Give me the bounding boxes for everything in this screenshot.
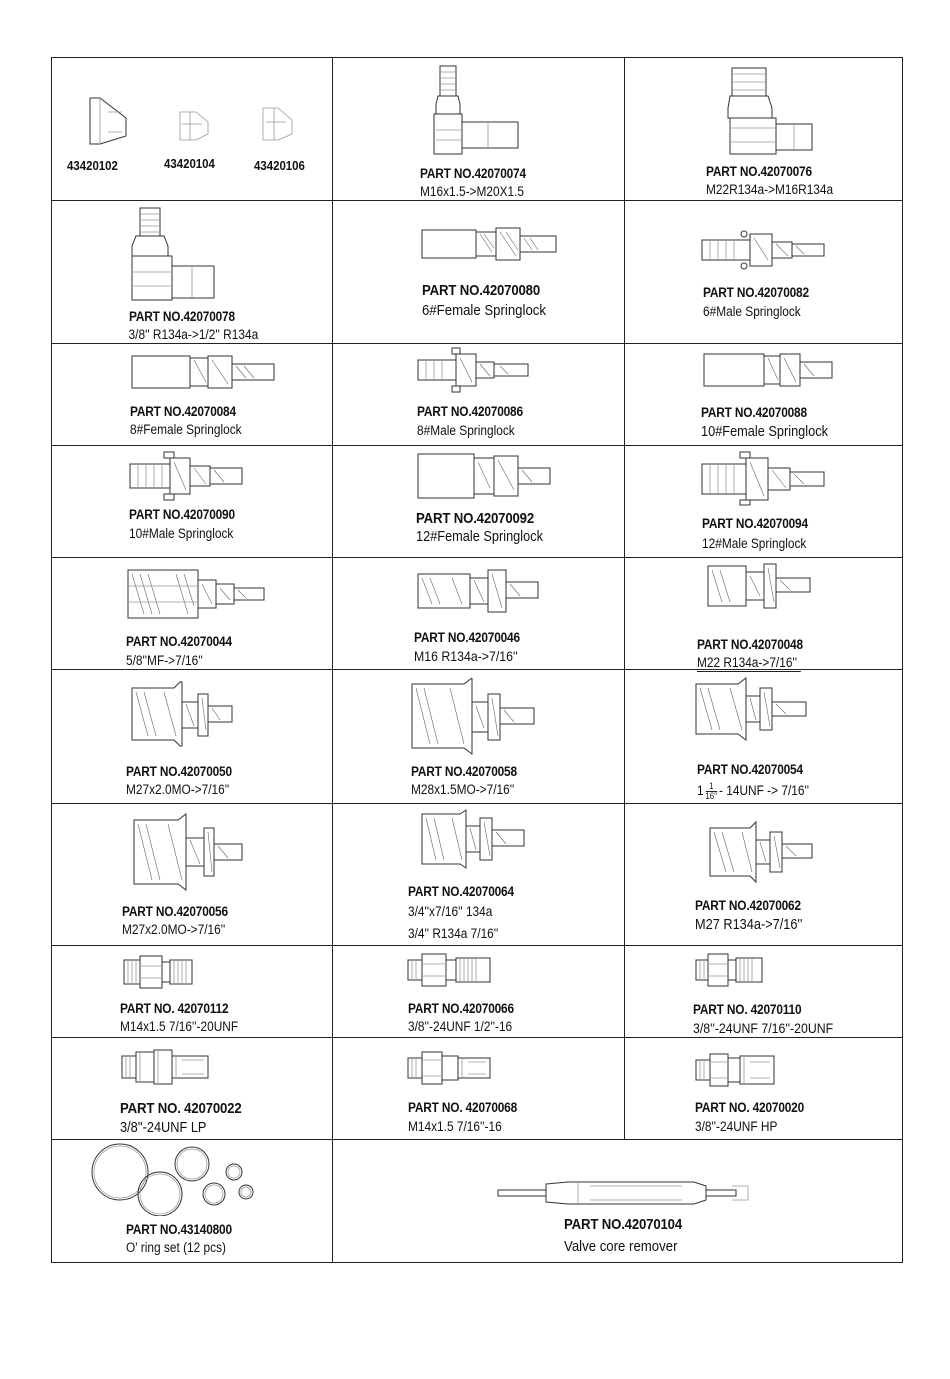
part-number: PART NO.42070064 xyxy=(408,884,514,899)
springlock-female-drawing xyxy=(420,222,560,266)
row-divider xyxy=(51,1139,903,1140)
part-number-label: 43420106 xyxy=(254,158,305,173)
female-flare-adapter-drawing xyxy=(420,808,530,870)
valve-cap-drawings xyxy=(78,92,318,154)
straight-adapter-drawing xyxy=(406,952,496,988)
female-flare-adapter-drawing xyxy=(694,676,824,742)
springlock-male-drawing xyxy=(414,346,534,394)
part-number: PART NO.42070048 xyxy=(697,637,803,652)
elbow-adapter-drawing xyxy=(426,64,526,164)
row-divider xyxy=(51,445,903,446)
female-flare-adapter-drawing xyxy=(128,680,238,750)
part-description: 3/4''x7/16'' 134a xyxy=(408,904,493,919)
part-description: 6#Female Springlock xyxy=(422,302,546,319)
row-divider xyxy=(51,557,903,558)
part-description-alt: 3/4'' R134a 7/16'' xyxy=(408,926,499,941)
row-divider xyxy=(51,945,903,946)
part-number: PART NO.42070084 xyxy=(130,404,236,419)
straight-adapter-drawing xyxy=(122,952,198,992)
part-description: 3/8''-24UNF LP xyxy=(120,1120,207,1136)
part-number: PART NO. 42070110 xyxy=(693,1002,802,1017)
springlock-male-drawing xyxy=(700,224,830,274)
part-description: 12#Female Springlock xyxy=(416,529,543,545)
service-adapter-drawing xyxy=(120,1048,214,1086)
straight-adapter-drawing xyxy=(694,952,768,988)
part-number: PART NO.42070094 xyxy=(702,516,808,531)
service-adapter-drawing xyxy=(406,1048,496,1088)
elbow-adapter-drawing xyxy=(726,66,826,162)
part-description: M22R134a->M16R134a xyxy=(706,182,834,197)
part-number: PART NO. 42070068 xyxy=(408,1100,518,1115)
part-description: M27x2.0MO->7/16'' xyxy=(126,782,230,797)
part-number: PART NO.42070104 xyxy=(564,1216,683,1233)
part-number: PART NO.42070078 xyxy=(129,309,235,324)
part-description: 3/8''-24UNF 7/16''-20UNF xyxy=(693,1020,834,1036)
part-number: PART NO.42070066 xyxy=(408,1001,514,1016)
part-description: 12#Male Springlock xyxy=(702,536,807,551)
part-description: O' ring set (12 pcs) xyxy=(126,1240,226,1255)
female-flare-adapter-drawing xyxy=(130,812,246,892)
part-description: M28x1.5MO->7/16'' xyxy=(411,782,515,797)
springlock-female-drawing xyxy=(700,350,836,390)
part-description: M16 R134a->7/16'' xyxy=(414,648,518,664)
service-adapter-drawing xyxy=(694,1050,778,1090)
part-description: M14x1.5 7/16''-20UNF xyxy=(120,1019,239,1034)
part-number: PART NO.42070076 xyxy=(706,164,812,179)
flare-adapter-drawing xyxy=(414,566,544,614)
row-divider xyxy=(51,803,903,804)
part-number: PART NO.42070088 xyxy=(701,405,807,420)
part-description: 8#Female Springlock xyxy=(130,422,242,437)
part-number: PART NO.42070056 xyxy=(122,904,228,919)
part-number: PART NO.42070054 xyxy=(697,762,803,777)
elbow-adapter-drawing xyxy=(126,206,226,306)
part-number: PART NO.42070044 xyxy=(126,634,232,649)
part-number: PART NO.42070082 xyxy=(703,285,809,300)
part-number-label: 43420102 xyxy=(67,158,118,173)
springlock-female-drawing xyxy=(128,352,278,392)
springlock-male-drawing xyxy=(698,450,828,506)
part-description: 5/8''MF->7/16'' xyxy=(126,653,239,670)
column-divider-2 xyxy=(624,57,625,1139)
part-description: 3/8''-24UNF 1/2''-16 xyxy=(408,1019,513,1034)
part-number: PART NO. 42070112 xyxy=(120,1001,229,1016)
column-divider-1 xyxy=(332,57,333,1263)
part-number: PART NO.42070058 xyxy=(411,764,517,779)
part-number: PART NO.42070086 xyxy=(417,404,523,419)
part-description: Valve core remover xyxy=(564,1238,678,1255)
springlock-male-drawing xyxy=(128,450,248,502)
part-description: M14x1.5 7/16''-16 xyxy=(408,1119,502,1134)
fraction: $\frac{1}{16''}$ xyxy=(705,781,718,801)
part-number: PART NO.42070046 xyxy=(414,630,520,645)
part-description: 6#Male Springlock xyxy=(703,304,801,319)
part-description: 10#Female Springlock xyxy=(701,424,828,440)
part-description: 3/8''-24UNF HP xyxy=(695,1119,778,1134)
female-flare-adapter-drawing xyxy=(410,678,540,756)
part-description: 1 $\frac{1}{16''}$ - 14UNF -> 7/16'' xyxy=(697,781,810,801)
o-ring-set-drawing xyxy=(84,1142,274,1216)
part-description: M16x1.5->M20X1.5 xyxy=(420,184,536,201)
part-number: PART NO.42070050 xyxy=(126,764,232,779)
part-number: PART NO.42070092 xyxy=(416,510,535,527)
part-description: M22 R134a->7/16'' xyxy=(697,655,801,672)
part-description: 3/8'' R134a->1/2'' R134a xyxy=(118,327,261,344)
flare-adapter-drawing xyxy=(706,562,816,610)
part-number: PART NO.43140800 xyxy=(126,1222,232,1237)
part-description: M27 R134a->7/16'' xyxy=(695,917,803,933)
part-number-label: 43420104 xyxy=(164,156,215,171)
part-number: PART NO.42070090 xyxy=(129,507,235,522)
flare-adapter-drawing xyxy=(124,566,274,622)
part-description: 8#Male Springlock xyxy=(417,423,515,438)
part-number: PART NO. 42070020 xyxy=(695,1100,805,1115)
female-flare-adapter-drawing xyxy=(708,820,818,884)
part-number: PART NO.42070074 xyxy=(420,166,526,181)
row-divider xyxy=(51,1037,903,1038)
part-number: PART NO. 42070022 xyxy=(120,1100,242,1117)
part-description: M27x2.0MO->7/16'' xyxy=(122,922,226,937)
part-number: PART NO.42070080 xyxy=(422,282,541,299)
springlock-female-drawing xyxy=(414,450,554,502)
part-description: 10#Male Springlock xyxy=(129,526,234,541)
part-number: PART NO.42070062 xyxy=(695,898,801,913)
valve-core-remover-drawing xyxy=(494,1176,754,1210)
